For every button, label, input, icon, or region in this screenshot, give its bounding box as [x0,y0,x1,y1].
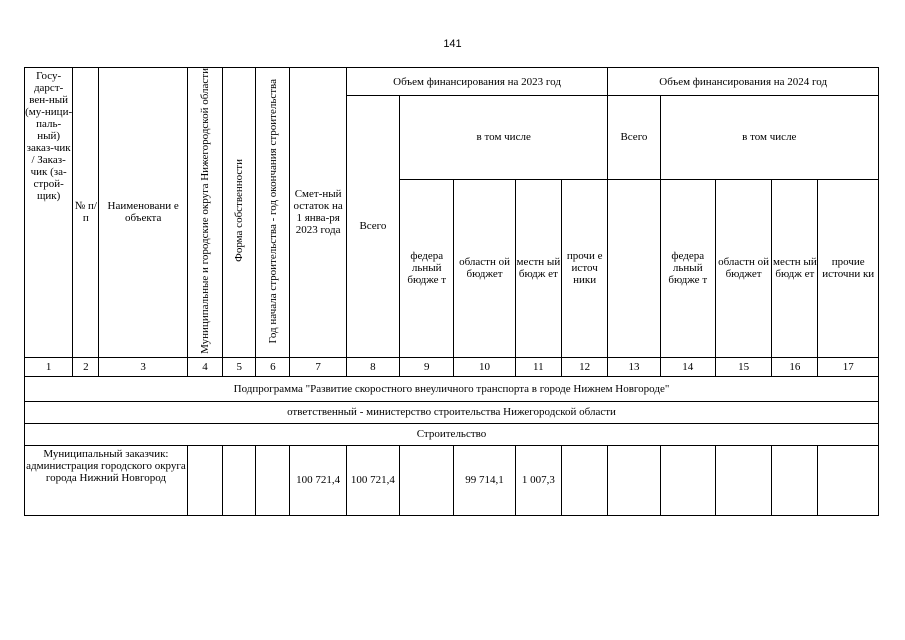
header-object-name: Наименовани е объекта [99,68,188,358]
data-cell [660,445,715,515]
data-local-2023: 1 007,3 [515,445,561,515]
column-number: 1 [25,357,73,376]
header-customer: Госу-дарст-вен-ный (му-ници-паль-ный) заказ-чик / Заказ-чик (за-строй-щик) [25,68,73,358]
header-federal-2023: федера льный бюдже т [400,179,454,357]
column-number: 17 [818,357,879,376]
funding-table [24,67,879,516]
header-number: № п/п [73,68,99,358]
data-cell [256,445,290,515]
column-number: 16 [772,357,818,376]
data-cell [715,445,771,515]
data-cell [608,445,660,515]
header-ownership-text: Форма собственности [233,159,246,263]
data-cell [400,445,454,515]
construction-row: Строительство [25,423,879,445]
header-local-2024: местн ый бюдж ет [772,179,818,357]
data-regional-2023: 99 714,1 [454,445,515,515]
header-total-2024: Всего [608,96,660,180]
header-years [256,68,290,358]
header-funding-2024: Объем финансирования на 2024 год [608,68,879,96]
header-federal-2024: федера льный бюдже т [660,179,715,357]
header-total-2024-blank [608,179,660,357]
column-number: 3 [99,357,188,376]
header-municipality-text: Муниципальные и городские округа Нижегородской области [199,68,211,354]
column-number: 15 [715,357,771,376]
header-including-2024: в том числе [660,96,878,180]
header-regional-2024: областн ой бюджет [715,179,771,357]
header-other-2023: прочи е источ ники [561,179,607,357]
column-number: 13 [608,357,660,376]
column-number: 8 [346,357,399,376]
column-number: 10 [454,357,515,376]
responsible-row: ответственный - министерство строительства Нижегородской области [25,401,879,423]
column-number: 2 [73,357,99,376]
subprogram-row: Подпрограмма "Развитие скоростного внеуличного транспорта в городе Нижнем Новгороде" [25,376,879,401]
header-total-2023: Всего [346,96,399,358]
data-total-2023: 100 721,4 [346,445,399,515]
data-cell [561,445,607,515]
header-municipality [187,68,222,358]
page-number: 141 [443,38,462,50]
column-number: 14 [660,357,715,376]
column-number: 6 [256,357,290,376]
header-regional-2023: областн ой бюджет [454,179,515,357]
header-ownership [223,68,256,358]
column-number: 11 [515,357,561,376]
column-number: 12 [561,357,607,376]
header-including-2023: в том числе [400,96,608,180]
data-customer: Муниципальный заказчик: администрация городского округа города Нижний Новгород [25,445,188,515]
header-local-2023: местн ый бюдж ет [515,179,561,357]
header-other-2024: прочие источни ки [818,179,879,357]
column-number: 4 [187,357,222,376]
header-funding-2023: Объем финансирования на 2023 год [346,68,608,96]
data-cell [223,445,256,515]
header-years-text: Год начала строительства - год окончания строительства [266,78,279,344]
column-number: 9 [400,357,454,376]
table-row [25,445,879,515]
column-number: 7 [290,357,346,376]
data-cell [818,445,879,515]
data-estimate-balance: 100 721,4 [290,445,346,515]
data-cell [772,445,818,515]
column-numbers-row [25,357,879,376]
header-estimate-balance: Смет-ный остаток на 1 янва-ря 2023 года [290,68,346,358]
column-number: 5 [223,357,256,376]
data-cell [187,445,222,515]
